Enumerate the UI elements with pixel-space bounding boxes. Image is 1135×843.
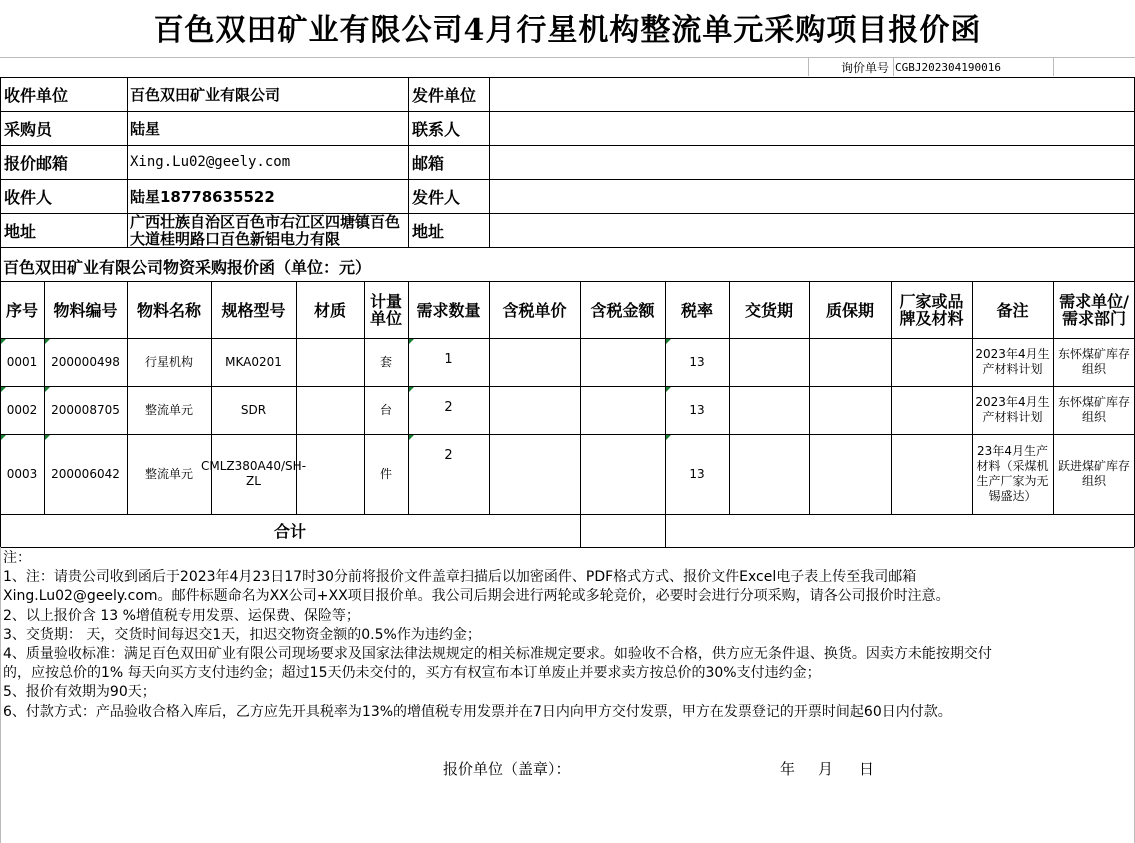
column-header-price: 含税单价 [502, 300, 567, 320]
table-cell-dept: 跃进煤矿库存组织 [1057, 459, 1130, 488]
column-header-code: 物料编号 [53, 300, 118, 320]
table-cell-brand[interactable] [891, 386, 972, 434]
grid-line [0, 547, 1, 843]
signature-label: 报价单位（盖章）： [443, 760, 571, 778]
receiver-value[interactable]: 陆星18778635522 [130, 187, 275, 206]
note-line: 3、交货期： 天，交货时间每迟交1天，扣迟交物资金额的0.5%作为违约金； [3, 626, 481, 643]
column-header-warranty: 质保期 [825, 300, 874, 320]
note-line: 的，应按总价的1% 每天向买方支付违约金；超过15天仍未交付的，买方有权宣布本订单废止并要求卖方按总价的30%支付违约金； [3, 665, 821, 682]
cell-marker [409, 339, 414, 344]
column-header-name: 物料名称 [136, 300, 201, 320]
cell-marker [1, 339, 6, 344]
address2-value[interactable] [489, 213, 1135, 247]
note-line: 1、注：请贵公司收到函后于2023年4月23日17时30分前将报价文件盖章扫描后以加密函件、PDF格式方式、报价文件Excel电子表上传至我司邮箱 [3, 569, 917, 586]
table-cell-qty: 2 [444, 400, 453, 415]
column-header-brand: 厂家或品牌及材料 [899, 292, 964, 328]
contact-label: 联系人 [412, 119, 461, 139]
grid-line [893, 57, 894, 76]
table-cell-brand[interactable] [891, 434, 972, 514]
column-header-qty: 需求数量 [416, 300, 481, 320]
cell-marker [1, 387, 6, 392]
table-cell-material[interactable] [296, 386, 364, 434]
send-unit-label: 发件单位 [412, 85, 477, 105]
table-cell-remark: 2023年4月生产材料计划 [975, 395, 1050, 424]
note-line: 2、以上报价含 13 %增值税专用发票、运保费、保险等； [3, 607, 360, 624]
cell-marker [666, 435, 671, 440]
cell-marker [45, 435, 50, 440]
note-line: 5、报价有效期为90天； [3, 684, 156, 701]
address2-label: 地址 [412, 221, 445, 241]
receiver-label: 收件人 [4, 187, 53, 207]
signature-month: 月 [818, 760, 834, 778]
column-header-material: 材质 [313, 300, 346, 320]
table-cell-unit: 套 [379, 354, 392, 369]
table-cell-qty: 2 [444, 448, 453, 463]
cell-marker [1, 435, 6, 440]
notes-block [3, 549, 1133, 722]
contact-value[interactable] [489, 111, 1135, 145]
inquiry-number-label: 询价单号 [840, 61, 889, 75]
buyer-value[interactable]: 陆星 [130, 119, 161, 138]
table-cell-remark: 23年4月生产材料（采煤机生产厂家为无锡盛达） [976, 444, 1049, 503]
inquiry-number: CGBJ202304190016 [895, 61, 1001, 74]
table-cell-remark: 2023年4月生产材料计划 [975, 347, 1050, 376]
column-header-delivery: 交货期 [744, 300, 793, 320]
sender-label: 发件人 [412, 187, 461, 207]
table-cell-amount[interactable] [580, 338, 665, 386]
table-cell-delivery[interactable] [729, 386, 809, 434]
note-line: 注： [3, 550, 31, 566]
table-cell-code: 200000498 [51, 354, 120, 369]
mail-label: 邮箱 [412, 153, 445, 173]
signature-year: 年 [780, 760, 796, 778]
table-cell-unit: 件 [379, 466, 392, 481]
table-cell-spec: SDR [240, 402, 267, 417]
page-title: 百色双田矿业有限公司4月行星机构整流单元采购项目报价函 [153, 13, 982, 48]
note-line: 6、付款方式：产品验收合格入库后，乙方应先开具税率为13%的增值税专用发票并在7日内向甲方交付发票，甲方在发票登记的开票时间起60日内付款。 [3, 703, 952, 720]
buyer-label: 采购员 [4, 119, 53, 139]
column-header-remark: 备注 [996, 300, 1029, 320]
table-cell-name: 整流单元 [144, 402, 193, 417]
mail-value[interactable] [489, 145, 1135, 179]
note-line: Xing.Lu02@geely.com。邮件标题命名为XX公司+XX项目报价单。我公司后期会进行两轮或多轮竞价，必要时会进行分项采购，请各公司报价时注意。 [3, 588, 950, 605]
table-cell-price[interactable] [489, 386, 580, 434]
cell-marker [45, 387, 50, 392]
table-cell-dept: 东怀煤矿库存组织 [1057, 395, 1130, 424]
table-cell-unit: 台 [379, 402, 392, 417]
table-cell-warranty[interactable] [809, 434, 891, 514]
column-header-amount: 含税金额 [590, 300, 655, 320]
table-cell-spec: MKA0201 [225, 354, 282, 369]
grid-line [0, 547, 1135, 548]
table-cell-qty: 1 [444, 352, 453, 367]
table-cell-price[interactable] [489, 338, 580, 386]
column-header-dept: 需求单位/需求部门 [1059, 292, 1129, 328]
table-cell-name: 行星机构 [144, 354, 193, 369]
table-cell-amount[interactable] [580, 386, 665, 434]
table-cell-amount[interactable] [580, 434, 665, 514]
table-cell-name: 整流单元 [144, 466, 193, 481]
table-cell-brand[interactable] [891, 338, 972, 386]
cell-marker [666, 339, 671, 344]
table-cell-warranty[interactable] [809, 386, 891, 434]
grid-line [1053, 57, 1054, 76]
table-cell-spec: CMLZ380A40/SH-ZL [200, 459, 307, 488]
cell-marker [666, 387, 671, 392]
column-header-tax: 税率 [680, 300, 713, 320]
cell-marker [409, 435, 414, 440]
table-cell-material[interactable] [296, 434, 364, 514]
table-cell-tax: 13 [689, 466, 705, 481]
send-unit-value[interactable] [489, 77, 1135, 111]
table-cell-dept: 东怀煤矿库存组织 [1057, 347, 1130, 376]
table-cell-price[interactable] [489, 434, 580, 514]
grid-line [665, 514, 666, 547]
table-cell-code: 200006042 [51, 466, 120, 481]
cell-marker [45, 339, 50, 344]
address-label: 地址 [4, 221, 37, 241]
table-cell-warranty[interactable] [809, 338, 891, 386]
total-label: 合计 [273, 522, 306, 541]
recv-unit-value[interactable]: 百色双田矿业有限公司 [130, 85, 281, 104]
column-header-spec: 规格型号 [221, 300, 286, 320]
table-cell-tax: 13 [689, 402, 705, 417]
column-header-unit: 计量单位 [369, 292, 402, 328]
signature-day: 日 [859, 760, 875, 778]
table-cell-tax: 13 [689, 354, 705, 369]
email-value[interactable]: Xing.Lu02@geely.com [130, 154, 291, 170]
table-cell-delivery[interactable] [729, 338, 809, 386]
sender-value[interactable] [489, 179, 1135, 213]
table-cell-delivery[interactable] [729, 434, 809, 514]
address-value[interactable]: 广西壮族自治区百色市右江区四塘镇百色大道桂明路口百色新铝电力有限 [130, 213, 401, 248]
recv-unit-label: 收件单位 [4, 85, 69, 105]
cell-marker [409, 387, 414, 392]
grid-line [580, 514, 581, 547]
column-header-no: 序号 [5, 300, 38, 320]
note-line: 4、质量验收标准：满足百色双田矿业有限公司现场要求及国家法律法规规定的相关标准规定要求。如验收不合格，供方应无条件退、换货。因卖方未能按期交付 [3, 646, 992, 663]
table-cell-material[interactable] [296, 338, 364, 386]
table-cell-code: 200008705 [51, 402, 120, 417]
table-cell-no: 0001 [6, 354, 38, 369]
grid-line [808, 57, 809, 76]
email-label: 报价邮箱 [4, 153, 69, 173]
grid-line [0, 57, 1135, 58]
section-title: 百色双田矿业有限公司物资采购报价函（单位：元） [3, 257, 372, 277]
table-cell-no: 0003 [6, 466, 38, 481]
table-cell-no: 0002 [6, 402, 38, 417]
